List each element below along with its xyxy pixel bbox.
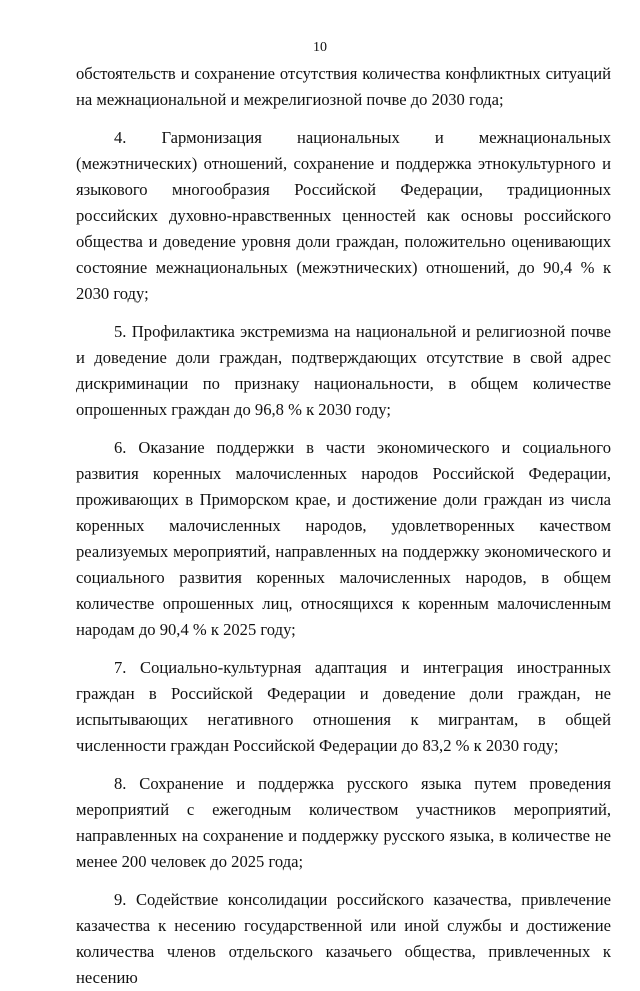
paragraph-continuation: обстоятельств и сохранение отсутствия количества конфликтных ситуаций на межнациональной и межрелигиозной почве до 2030 года; (76, 64, 611, 109)
paragraph-item-9: 9. Содействие консолидации российского казачества, привлечение казачества к несению государственной или иной службы и достижение количества членов отдельского казачьего общества, привлеченных к несению (76, 890, 611, 987)
paragraph-item-4: 4. Гармонизация национальных и межнациональных (межэтнических) отношений, сохранение и поддержка этнокультурного и языкового многообразия Российской Федерации, традиционных российских духовно-нравственных ценностей как основы российского общества и доведение уровня доли граждан, положительно оценивающих состояние межнациональных (межэтнических) отношений, до 90,4 % к 2030 году; (76, 128, 611, 303)
paragraph-item-7: 7. Социально-культурная адаптация и интеграция иностранных граждан в Российской Федерации и доведение доли граждан, не испытывающих негативного отношения к мигрантам, в общей численности граждан Российской Федерации до 83,2 % к 2030 году; (76, 658, 611, 755)
document-body (76, 61, 611, 991)
paragraph-item-6: 6. Оказание поддержки в части экономического и социального развития коренных малочисленных народов Российской Федерации, проживающих в Приморском крае, и достижение доли граждан из числа коренных малочисленных народов, удовлетворенных качеством реализуемых мероприятий, направленных на поддержку экономического и социального развития коренных малочисленных народов, в общем количестве опрошенных лиц, относящихся к коренным малочисленным народам до 90,4 % к 2025 году; (76, 438, 611, 639)
paragraph-item-5: 5. Профилактика экстремизма на национальной и религиозной почве и доведение доли граждан, подтверждающих отсутствие в свой адрес дискриминации по признаку национальности, в общем количестве опрошенных граждан до 96,8 % к 2030 году; (76, 322, 611, 419)
page-number: 10 (313, 40, 327, 55)
paragraph-item-8: 8. Сохранение и поддержка русского языка путем проведения мероприятий с ежегодным количеством участников мероприятий, направленных на сохранение и поддержку русского языка, в количестве не менее 200 человек до 2025 года; (76, 774, 611, 871)
